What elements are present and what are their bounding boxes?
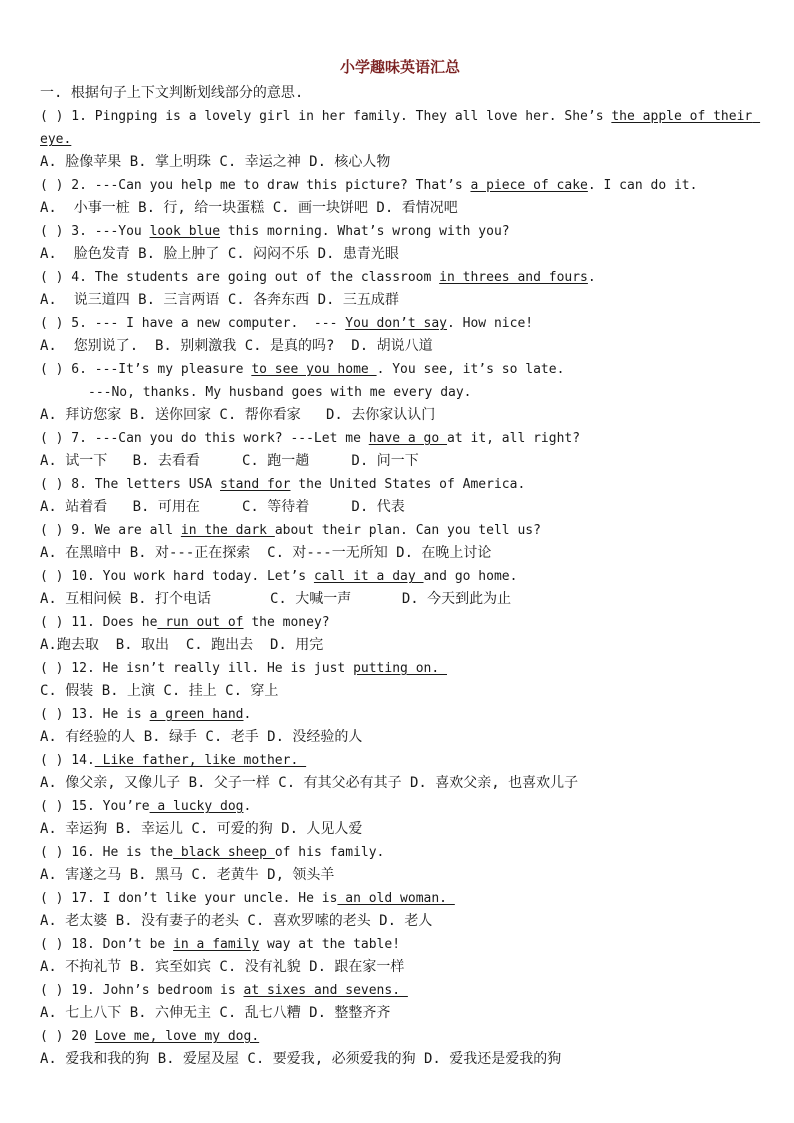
question-text: ( ) 16. He is the [40, 845, 174, 860]
answer-options: A. 拜访您家 B. 送你回家 C. 帮你看家 D. 去你家认认门 [40, 407, 436, 423]
question-text-tail: at it, all right? [447, 431, 581, 446]
underlined-phrase: a green hand [149, 707, 244, 722]
question-text: ( ) 9. We are all [40, 523, 181, 538]
question-text-tail: . [243, 707, 252, 722]
underlined-phrase: call it a day [313, 569, 424, 584]
answer-options: A. 说三道四 B. 三言两语 C. 各奔东西 D. 三五成群 [40, 292, 399, 308]
document-title: 小学趣味英语汇总 [339, 58, 460, 76]
underlined-phrase: in a family [173, 937, 260, 952]
answer-options: A. 脸色发青 B. 脸上肿了 C. 闷闷不乐 D. 患青光眼 [40, 246, 399, 262]
underlined-phrase: putting on. [353, 661, 447, 676]
question-text: ( ) 4. The students are going out of the classroom [40, 270, 440, 285]
underlined-phrase: the apple of their eye. [40, 109, 761, 147]
answer-options: A. 脸像苹果 B. 掌上明珠 C. 幸运之神 D. 核心人物 [40, 154, 391, 170]
question-text: ( ) 3. ---You [40, 224, 150, 239]
underlined-phrase: in threes and fours [439, 270, 588, 285]
question-continuation: ---No, thanks. My husband goes with me every day. [88, 385, 472, 400]
answer-options: A.跑去取 B. 取出 C. 跑出去 D. 用完 [40, 637, 324, 653]
question-stem [40, 841, 760, 864]
question-stem [40, 795, 760, 818]
answer-options: A. 有经验的人 B. 绿手 C. 老手 D. 没经验的人 [40, 729, 363, 745]
question-text-tail: way at the table! [259, 937, 401, 952]
question-text: ( ) 10. You work hard today. Let’s [40, 569, 314, 584]
question-text-tail: . How nice! [447, 316, 534, 331]
question-text-tail: the United States of America. [290, 477, 526, 492]
question-stem [40, 933, 760, 956]
question-stem [40, 174, 760, 197]
question-stem [40, 266, 760, 289]
question-text-tail: this morning. What’s wrong with you? [220, 224, 510, 239]
answer-options: C. 假装 B. 上演 C. 挂上 C. 穿上 [40, 683, 279, 699]
question-text-tail: about their plan. Can you tell us? [274, 523, 541, 538]
question-stem [40, 220, 760, 243]
question-stem [40, 312, 760, 335]
question-text: ( ) 8. The letters USA [40, 477, 221, 492]
answer-options: A. 在黑暗中 B. 对---正在探索 C. 对---一无所知 D. 在晚上讨论 [40, 545, 492, 561]
instruction-line: 一. 根据句子上下文判断划线部分的意思. [40, 85, 304, 101]
underlined-phrase: an old woman. [337, 891, 455, 906]
question-stem [40, 105, 760, 151]
question-text: ( ) 2. ---Can you help me to draw this picture? That’s [40, 178, 471, 193]
question-text-tail: of his family. [274, 845, 385, 860]
question-text: ( ) 13. He is [40, 707, 150, 722]
question-text: ( ) 1. Pingping is a lovely girl in her family. They all love her. She’s [40, 109, 612, 124]
question-text-tail: . You see, it’s so late. [376, 362, 565, 377]
question-stem [40, 749, 760, 772]
question-text: ( ) 12. He isn’t really ill. He is just [40, 661, 354, 676]
underlined-phrase: at sixes and sevens. [243, 983, 408, 998]
answer-options: A. 老太婆 B. 没有妻子的老头 C. 喜欢罗嗦的老头 D. 老人 [40, 913, 433, 929]
question-stem [40, 358, 760, 381]
question-list [40, 105, 760, 1071]
question-text: ( ) 7. ---Can you do this work? ---Let me [40, 431, 369, 446]
question-text: ( ) 6. ---It’s my pleasure [40, 362, 252, 377]
question-text-tail: . I can do it. [587, 178, 698, 193]
question-stem [40, 657, 760, 680]
answer-options: A. 害遂之马 B. 黑马 C. 老黄牛 D, 领头羊 [40, 867, 335, 883]
answer-options: A. 幸运狗 B. 幸运儿 C. 可爱的狗 D. 人见人爱 [40, 821, 363, 837]
question-stem [40, 887, 760, 910]
underlined-phrase: stand for [220, 477, 291, 492]
answer-options: A. 试一下 B. 去看看 C. 跑一趟 D. 问一下 [40, 453, 419, 469]
question-text: ( ) 15. You’re [40, 799, 150, 814]
answer-options: A. 不拘礼节 B. 宾至如宾 C. 没有礼貌 D. 跟在家一样 [40, 959, 405, 975]
question-text: ( ) 11. Does he [40, 615, 158, 630]
question-text: ( ) 20 [40, 1029, 95, 1044]
underlined-phrase: black sheep [173, 845, 275, 860]
answer-options: A. 小事一桩 B. 行, 给一块蛋糕 C. 画一块饼吧 D. 看情况吧 [40, 200, 458, 216]
question-stem [40, 703, 760, 726]
question-text-tail: . [587, 270, 596, 285]
question-stem [40, 519, 760, 542]
answer-options: A. 互相问候 B. 打个电话 C. 大喊一声 D. 今天到此为止 [40, 591, 512, 607]
underlined-phrase: You don’t say [345, 316, 447, 331]
underlined-phrase: in the dark [180, 523, 275, 538]
underlined-phrase: Love me, love my dog. [94, 1029, 260, 1044]
question-text: ( ) 18. Don’t be [40, 937, 174, 952]
question-stem [40, 1025, 760, 1048]
underlined-phrase: run out of [157, 615, 244, 630]
question-stem [40, 611, 760, 634]
question-text: ( ) 14. [40, 753, 95, 768]
question-stem [40, 979, 760, 1002]
answer-options: A. 站着看 B. 可用在 C. 等待着 D. 代表 [40, 499, 405, 515]
question-stem [40, 427, 760, 450]
question-text-tail: and go home. [423, 569, 518, 584]
underlined-phrase: to see you home [251, 362, 377, 377]
question-text: ( ) 5. --- I have a new computer. --- [40, 316, 346, 331]
answer-options: A. 您别说了. B. 别刺激我 C. 是真的吗? D. 胡说八道 [40, 338, 433, 354]
document-page [40, 52, 760, 1071]
underlined-phrase: Like father, like mother. [94, 753, 307, 768]
underlined-phrase: have a go [368, 431, 448, 446]
underlined-phrase: look blue [149, 224, 221, 239]
answer-options: A. 七上八下 B. 六伸无主 C. 乱七八糟 D. 整整齐齐 [40, 1005, 391, 1021]
underlined-phrase: a lucky dog [149, 799, 244, 814]
underlined-phrase: a piece of cake [470, 178, 588, 193]
answer-options: A. 像父亲, 又像儿子 B. 父子一样 C. 有其父必有其子 D. 喜欢父亲, 也喜欢儿子 [40, 775, 579, 791]
question-text-tail: the money? [243, 615, 330, 630]
question-stem [40, 473, 760, 496]
answer-options: A. 爱我和我的狗 B. 爱屋及屋 C. 要爱我, 必须爱我的狗 D. 爱我还是爱我的狗 [40, 1051, 562, 1067]
question-text: ( ) 17. I don’t like your uncle. He is [40, 891, 338, 906]
question-text: ( ) 19. John’s bedroom is [40, 983, 244, 998]
question-text-tail: . [243, 799, 252, 814]
question-stem [40, 565, 760, 588]
